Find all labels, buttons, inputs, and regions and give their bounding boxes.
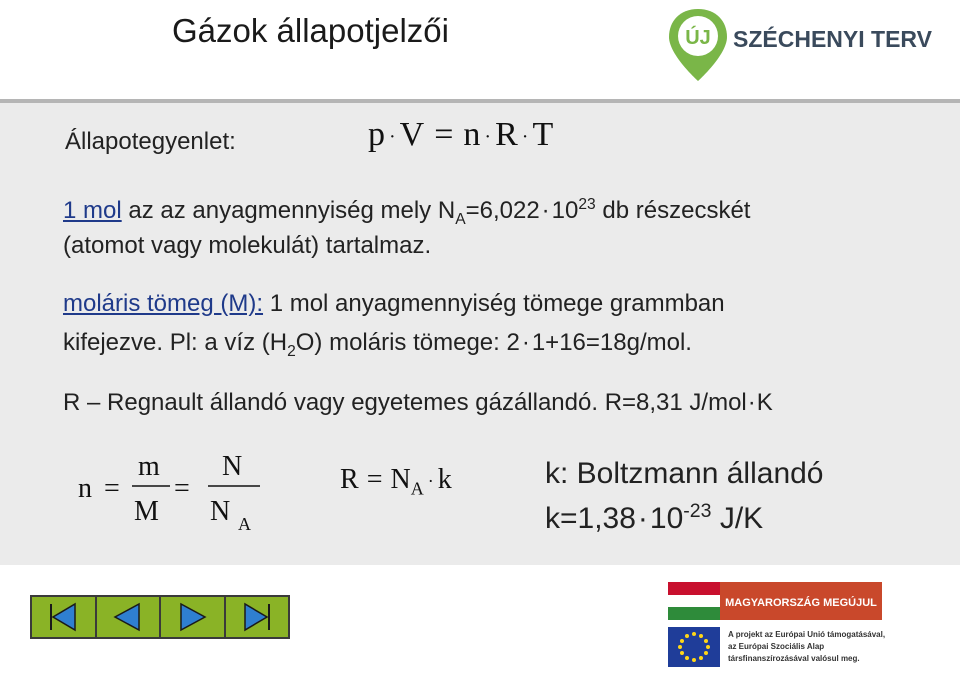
eq-V: V: [399, 116, 425, 153]
szechenyi-terv-logo: [665, 5, 945, 85]
mol-definition-line2: (atomot vagy molekulát) tartalmaz.: [63, 232, 432, 259]
mol-link[interactable]: 1 mol: [63, 197, 122, 224]
formula-NA-sub: A: [238, 514, 251, 534]
eq-T: T: [532, 116, 554, 153]
skip-back-icon: [41, 601, 85, 633]
last-slide-button[interactable]: [226, 597, 289, 637]
formula-eq2: =: [174, 473, 190, 504]
formula-eq1: =: [104, 473, 120, 504]
state-equation: p · V = n · R · T: [368, 116, 554, 153]
eq-n: n: [463, 116, 481, 153]
formula-N: N: [222, 451, 243, 482]
molar-mass-link[interactable]: moláris tömeg (M):: [63, 290, 264, 317]
boltzmann-label: k: Boltzmann állandó: [545, 457, 824, 490]
amount-formula-svg: [70, 440, 270, 540]
hungarian-flag-icon: [668, 582, 882, 620]
molar-mass-line1: moláris tömeg (M): 1 mol anyagmennyiség tömege grammban: [63, 290, 725, 317]
triangle-left-icon: [106, 601, 150, 633]
formula-n: n: [78, 473, 92, 504]
first-slide-button[interactable]: [32, 597, 97, 637]
eq-equals: =: [434, 116, 454, 153]
state-equation-label: Állapotegyenlet:: [65, 128, 236, 155]
slide-navigation: [30, 595, 290, 639]
next-slide-button[interactable]: [161, 597, 226, 637]
logo-text: SZÉCHENYI TERV: [733, 26, 932, 52]
formula-M: M: [134, 496, 159, 527]
molar-mass-line2: kifejezve. Pl: a víz $(H_2O)$ moláris tömege: 2·1+16=18g/mol.: [63, 329, 692, 360]
flag-banner-text: MAGYARORSZÁG MEGÚJUL: [725, 597, 877, 609]
eq-p: p: [368, 116, 385, 153]
eu-flag-icon: [668, 625, 958, 670]
mol-definition-line1: 1 mol az az anyagmennyiség mely $N_A=6,022\cdot 10^{23}$ db részecskét: [63, 196, 751, 228]
eu-funding-notice: [668, 625, 958, 670]
page-title: Gázok állapotjelzői: [172, 12, 449, 49]
logo-mark-text: ÚJ: [685, 27, 711, 49]
amount-formula: [70, 440, 270, 540]
boltzmann-value: $k=1,38\cdot 10^{-23}$ J/K: [545, 500, 764, 535]
logo-pin-icon: [665, 5, 945, 85]
magyarorszag-megujul-banner: [668, 582, 882, 620]
previous-slide-button[interactable]: [97, 597, 162, 637]
regnault-line: R – Regnault állandó vagy egyetemes gázállandó. R=8,31 J/mol·K: [63, 389, 773, 416]
triangle-right-icon: [170, 601, 214, 633]
gas-constant-formula: $R = N_A \cdot k$: [340, 464, 452, 499]
eu-text-line1: A projekt az Európai Unió támogatásával,: [728, 630, 886, 639]
formula-NA: N: [210, 496, 231, 527]
eu-text-line3: társfinanszírozásával valósul meg.: [728, 654, 860, 663]
eq-R: R: [495, 116, 518, 153]
eu-text-line2: az Európai Szociális Alap: [728, 642, 825, 651]
formula-m: m: [138, 451, 160, 482]
skip-forward-icon: [235, 601, 279, 633]
